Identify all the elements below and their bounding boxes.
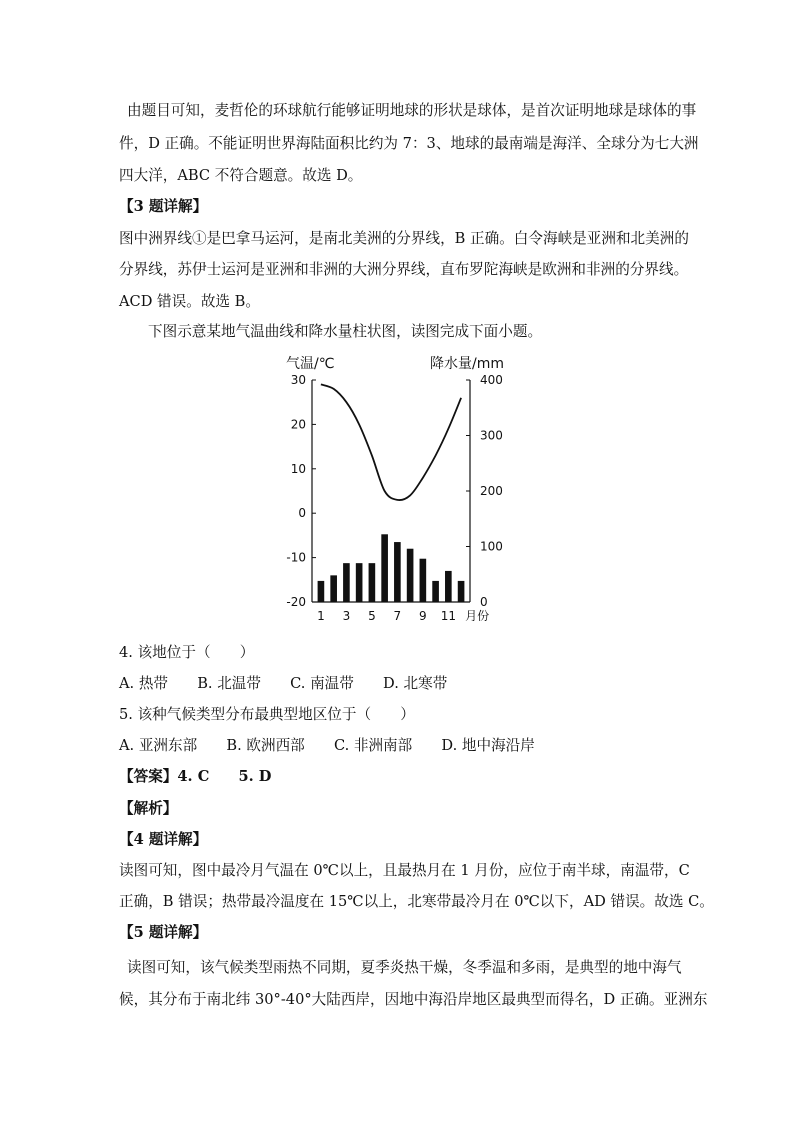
precip-bar-month-6 (381, 534, 388, 602)
climate-chart (270, 350, 530, 630)
precip-tick-label: 300 (480, 428, 503, 443)
figure-intro: 下图示意某地气温曲线和降水量柱状图，读图完成下面小题。 (148, 323, 543, 340)
precip-bar-month-5 (369, 563, 376, 602)
q5-detail-line-1: 读图可知，该气候类型雨热不同期，夏季炎热干燥，冬季温和多雨，是典型的地中海气 (127, 959, 682, 976)
paragraph-line-1: 由题目可知，麦哲伦的环球航行能够证明地球的形状是球体，是首次证明地球是球体的事 (127, 102, 697, 119)
precip-bar-month-1 (318, 581, 325, 602)
q4-detail-line-2: 正确，B 错误；热带最冷温度在 15℃以上，北寒带最冷月在 0℃以下，AD 错误。故选 C。 (119, 893, 714, 910)
precip-bar-month-8 (407, 549, 414, 602)
precip-tick-label: 100 (480, 539, 503, 554)
question-4: 4. 该地位于（ ） (119, 644, 255, 661)
precip-tick-label: 0 (480, 595, 488, 609)
q4-detail-line-1: 读图可知，图中最冷月气温在 0℃以上，且最热月在 1 月份，应位于南半球，南温带，C (119, 862, 690, 879)
paragraph-line-5: 图中洲界线①是巴拿马运河，是南北美洲的分界线，B 正确。白令海峡是亚洲和北美洲的 (119, 230, 689, 247)
month-tick-label: 1 (317, 609, 325, 623)
month-tick-label: 9 (419, 609, 427, 623)
precip-bar-month-2 (330, 575, 337, 602)
q3-heading: 【3 题详解】 (119, 198, 208, 215)
temp-tick-label: 10 (290, 461, 306, 476)
temp-axis-title: 气温/℃ (286, 356, 335, 372)
precip-bar-month-9 (420, 559, 427, 602)
temp-tick-label: 0 (298, 506, 306, 521)
temp-tick-label: 30 (290, 373, 306, 387)
month-tick-label: 3 (342, 609, 351, 623)
month-unit-label: 月份 (465, 609, 490, 623)
paragraph-line-7: ACD 错误。故选 B。 (119, 293, 260, 310)
month-tick-label: 11 (440, 609, 456, 623)
precip-axis-title: 降水量/mm (430, 356, 504, 372)
paragraph-line-6: 分界线，苏伊士运河是亚洲和非洲的大洲分界线，直布罗陀海峡是欧洲和非洲的分界线。 (119, 261, 689, 278)
q4-detail-heading: 【4 题详解】 (119, 831, 208, 848)
answer-line: 【答案】4. C 5. D (119, 768, 272, 785)
question-4-options: A. 热带 B. 北温带 C. 南温带 D. 北寒带 (119, 675, 448, 692)
temp-tick-label: -20 (286, 595, 306, 609)
precip-bar-month-11 (445, 571, 452, 602)
temp-tick-label: 20 (290, 417, 306, 432)
precip-bar-month-3 (343, 563, 350, 602)
month-tick-label: 7 (393, 609, 402, 623)
analysis-heading: 【解析】 (119, 800, 178, 817)
temperature-curve (321, 384, 461, 500)
temp-tick-label: -10 (286, 550, 306, 565)
q5-detail-line-2: 候，其分布于南北纬 30°-40°大陆西岸，因地中海沿岸地区最典型而得名，D 正确。亚洲东 (119, 991, 708, 1008)
paragraph-line-2: 件，D 正确。不能证明世界海陆面积比约为 7：3、地球的最南端是海洋、全球分为七大洲 (119, 135, 699, 152)
month-tick-label: 5 (368, 609, 376, 623)
question-5-options: A. 亚洲东部 B. 欧洲西部 C. 非洲南部 D. 地中海沿岸 (119, 737, 535, 754)
precip-bar-month-12 (458, 581, 465, 602)
precip-tick-label: 400 (480, 373, 503, 387)
question-5: 5. 该种气候类型分布最典型地区位于（ ） (119, 706, 415, 723)
precip-bar-month-4 (356, 563, 363, 602)
precip-bar-month-7 (394, 542, 401, 602)
q5-detail-heading: 【5 题详解】 (119, 924, 208, 941)
precip-tick-label: 200 (480, 484, 503, 498)
precip-bar-month-10 (432, 581, 439, 602)
paragraph-line-3: 四大洋，ABC 不符合题意。故选 D。 (119, 167, 363, 184)
